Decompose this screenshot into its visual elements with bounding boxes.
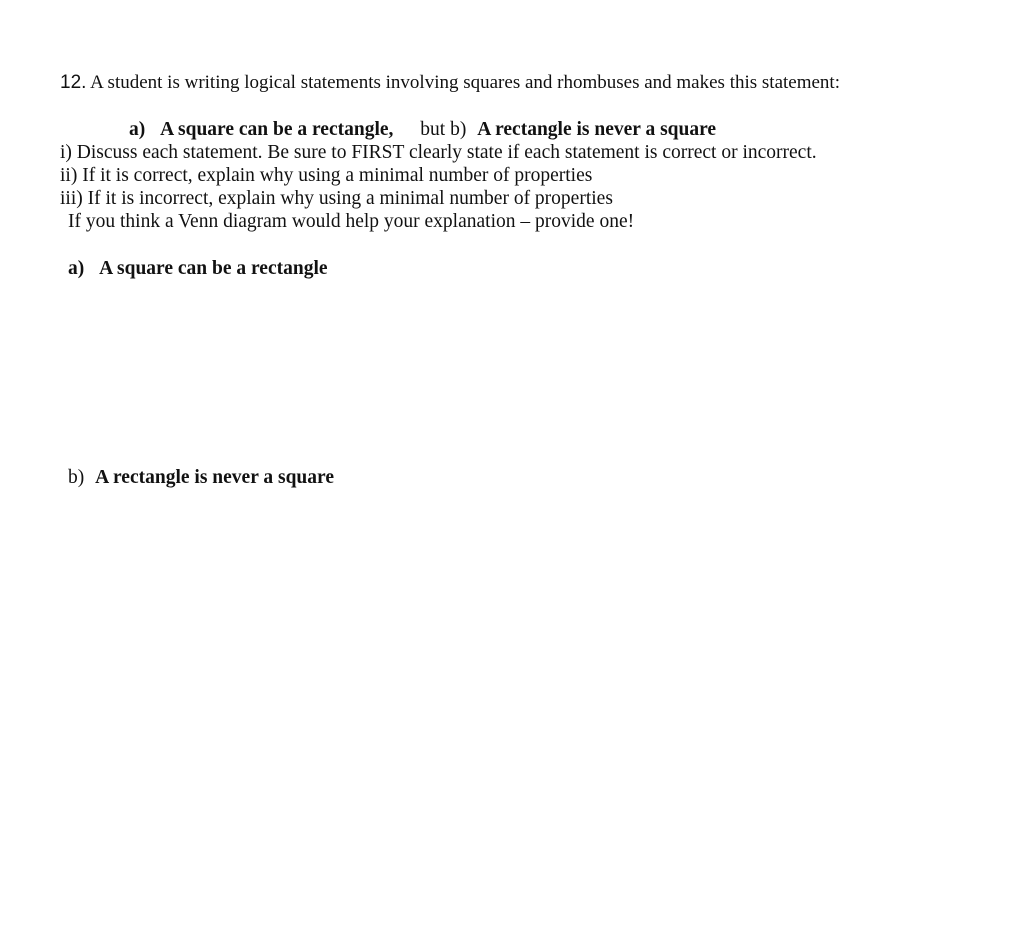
statement-a-text: A square can be a rectangle,	[160, 119, 394, 140]
instruction-correct: ii) If it is correct, explain why using a minimal number of properties	[60, 165, 593, 186]
part-b-text: A rectangle is never a square	[95, 467, 334, 488]
instruction-incorrect: iii) If it is incorrect, explain why using a minimal number of properties	[60, 188, 613, 209]
instruction-discuss: i) Discuss each statement. Be sure to FIRST clearly state if each statement is correct or incorrect.	[60, 142, 817, 163]
statement-connector: but b)	[420, 119, 467, 140]
part-b-label: b)	[68, 467, 85, 488]
part-a-label: a)	[68, 258, 85, 279]
question-prompt-text: A student is writing logical statements involving squares and rhombuses and makes this statement:	[90, 72, 840, 93]
part-a-text: A square can be a rectangle	[99, 258, 328, 279]
statement-line	[129, 120, 716, 140]
question-prompt	[60, 73, 840, 92]
statement-a-label: a)	[129, 119, 146, 140]
statement-b-text: A rectangle is never a square	[477, 119, 717, 140]
question-number: 12.	[60, 72, 87, 93]
part-a-heading	[68, 259, 328, 279]
part-b-heading	[68, 468, 334, 488]
instruction-venn: If you think a Venn diagram would help your explanation – provide one!	[68, 211, 635, 232]
